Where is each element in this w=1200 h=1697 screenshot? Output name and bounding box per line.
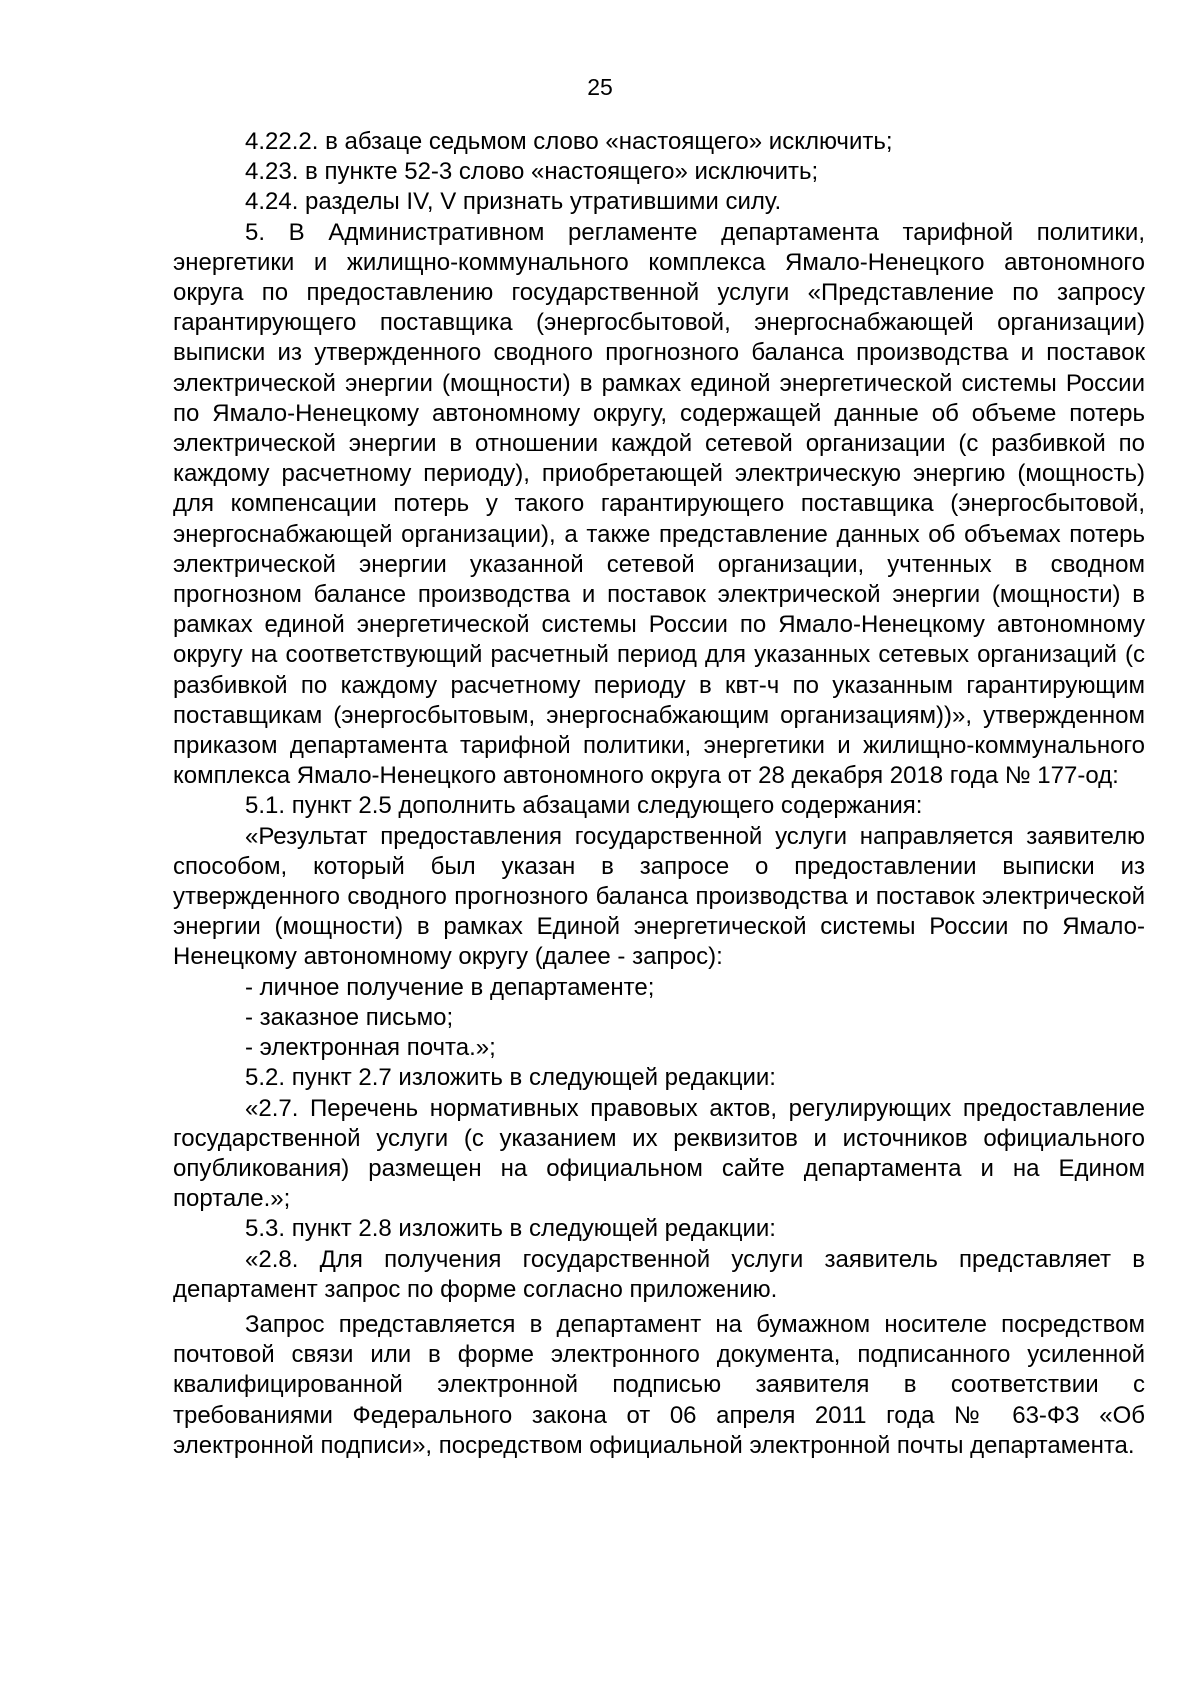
paragraph-4-22-2: 4.22.2. в абзаце седьмом слово «настоящего» исключить; [245,128,893,155]
paragraph-4-24: 4.24. разделы IV, V признать утратившими силу. [245,188,782,216]
list-item-email: - электронная почта.»; [245,1034,496,1062]
paragraph-5-3: 5.3. пункт 2.8 изложить в следующей редакции: [245,1215,776,1243]
paragraph-4-23: 4.23. в пункте 52-3 слово «настоящего» исключить; [245,158,819,186]
paragraph-5: 5. В Административном регламенте департамента тарифной политики, энергетики и жилищно-коммунального комплекса Ямало-Ненецкого автономного округа по предоставлению государственной услуги «Представление по запросу гарантирующего поставщика (энергосбытовой, энергоснабжающей организации) выписки из утвержденного сводного прогнозного баланса производства и поставок электрической энергии (мощности) в рамках единой энергетической системы России по Ямало-Ненецкому автономному округу, содержащей данные об объеме потерь электрической энергии в отношении каждой сетевой организации (с разбивкой по каждому расчетному периоду), приобретающей электрическую энергию (мощность) для компенсации потерь у такого гарантирующего поставщика (энергосбытовой, энергоснабжающей организации), а также представление данных об объемах потерь электрической энергии указанной сетевой организации, учтенных в сводном прогнозном балансе производства и поставок электрической энергии (мощности) в рамках единой энергетической системы России по Ямало-Ненецкому автономному округу на соответствующий расчетный период для указанных сетевых организаций (с разбивкой по каждому расчетному периоду в квт-ч по указанным гарантирующим поставщикам (энергосбытовым, энергоснабжающим организациям))», утвержденном приказом департамента тарифной политики, энергетики и жилищно-коммунального комплекса Ямало-Ненецкого автономного округа от 28 декабря 2018 года № 177-од: [173,218,1145,790]
paragraph-2-7: «2.7. Перечень нормативных правовых актов, регулирующих предоставление государственной услуги (с указанием их реквизитов и источников официального опубликования) размещен на официальном сайте департамента и на Едином портале.»; [173,1094,1145,1213]
paragraph-result-delivery: «Результат предоставления государственной услуги направляется заявителю способом, который был указан в запросе о предоставлении выписки из утвержденного сводного прогнозного баланса производства и поставок электрической энергии (мощности) в рамках Единой энергетической системы России по Ямало-Ненецкому автономному округу (далее - запрос): [173,822,1145,971]
paragraph-5-2: 5.2. пункт 2.7 изложить в следующей редакции: [245,1064,776,1092]
document-body [173,127,1145,1461]
page-number: 25 [587,74,613,100]
paragraph-5-1: 5.1. пункт 2.5 дополнить абзацами следующего содержания: [245,792,923,820]
paragraph-2-8: «2.8. Для получения государственной услуги заявитель представляет в департамент запрос по форме согласно приложению. [173,1245,1145,1303]
list-item-personal: - личное получение в департаменте; [245,973,655,1001]
list-item-registered-mail: - заказное письмо; [245,1003,454,1031]
paragraph-request-submission: Запрос представляется в департамент на бумажном носителе посредством почтовой связи или в форме электронного документа, подписанного усиленной квалифицированной электронной подписью заявителя в соответствии с требованиями Федерального закона от 06 апреля 2011 года № 63-ФЗ «Об электронной подписи», посредством официальной электронной почты департамента. [173,1310,1145,1459]
